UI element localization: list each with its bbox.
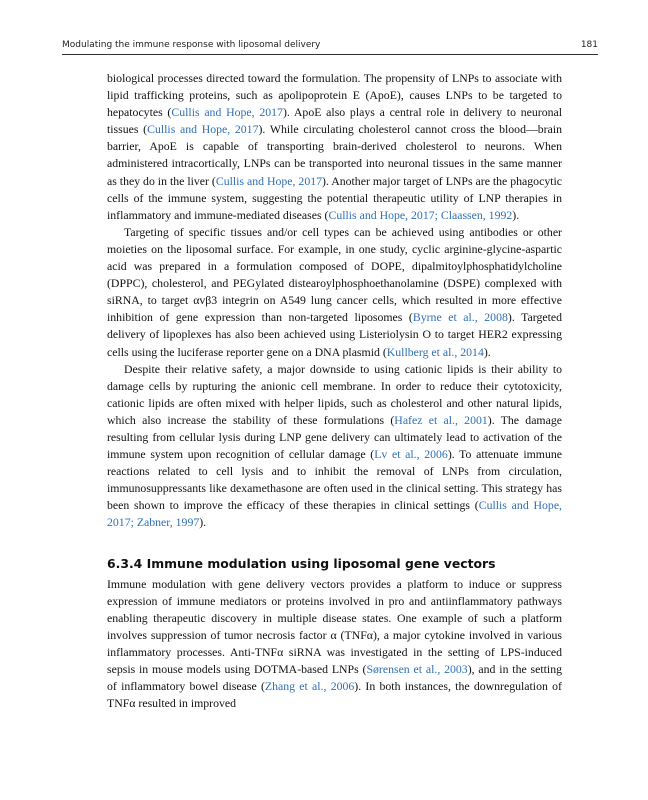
section-paragraph-container — [107, 576, 562, 713]
citation-link[interactable]: Sørensen et al., 2003 — [366, 662, 468, 676]
paragraph-text: ). To attenuate immune reactions related to cell lysis and to inhibit the removal of LNPs from circulation, immunosuppressants like dexamethasone are often used in the clinical setting. This strategy has been shown to improve the efficacy of these therapies in clinical settings ( — [107, 447, 562, 513]
paragraph — [107, 361, 562, 532]
citation-link[interactable]: Cullis and Hope, 2017; Claassen, 1992 — [328, 207, 513, 222]
paragraph-text: Immune modulation with gene delivery vectors provides a platform to induce or suppress expression of immune mediators or proteins involved in pro and antiinflammatory pathways enabling therapeutic discovery in multiple disease states. One example of such a platform involves suppression of tumor necrosis factor α (TNFα), a major cytokine involved in various inflammatory processes. Anti-TNFα siRNA was investigated in the setting of LPS-induced sepsis in mouse models using DOTMA-based LNPs ( — [107, 576, 562, 676]
paragraph-text: ). Another major target of LNPs are the phagocytic cells of the immune system, suggesting the potential therapeutic utility of LNP therapies in inflammatory and immune-mediated diseases ( — [107, 173, 563, 222]
paragraph-text: ). — [483, 344, 491, 359]
citation-link[interactable]: Kullberg et al., 2014 — [386, 344, 484, 359]
paragraph — [107, 70, 562, 224]
section-heading: 6.3.4 Immune modulation using liposomal gene vectors — [107, 555, 496, 571]
paragraph-text: ). ApoE also plays a central role in delivery to neuronal tissues ( — [107, 105, 563, 137]
header-rule — [62, 54, 598, 55]
page-number: 181 — [580, 40, 598, 50]
paragraph-text: ). The damage resulting from cellular lysis during LNP gene delivery can ultimately lead to activation of the immune system upon recognition of cellular damage ( — [107, 412, 562, 462]
paragraph — [107, 224, 562, 361]
citation-link[interactable]: Hafez et al., 2001 — [394, 412, 488, 427]
paragraph-text: ). — [199, 515, 207, 530]
paragraph — [107, 576, 562, 713]
citation-link[interactable]: Cullis and Hope, 2017 — [171, 105, 283, 120]
paragraph-text: ). Targeted delivery of lipoplexes has also been achieved using Listeriolysin O to target HER2 expressing cells using the luciferase reporter gene on a DNA plasmid ( — [107, 310, 562, 359]
paragraph-text: ). — [512, 207, 520, 222]
citation-link[interactable]: Byrne et al., 2008 — [412, 310, 508, 325]
citation-link[interactable]: Cullis and Hope, 2017; Zabner, 1997 — [107, 498, 563, 530]
paragraph-text: Despite their relative safety, a major downside to using cationic lipids is their ability to damage cells by rupturing the anionic cell membrane. In order to reduce their cytotoxicity, cationic lipids are often mixed with helper lipids, such as cholesterol and other natural lipids, which also increase the stability of these formulations ( — [107, 361, 562, 427]
body-text — [107, 70, 562, 712]
citation-link[interactable]: Cullis and Hope, 2017 — [147, 122, 259, 137]
citation-link[interactable]: Lv et al., 2006 — [374, 447, 448, 462]
citation-link[interactable]: Cullis and Hope, 2017 — [215, 173, 323, 188]
citation-link[interactable]: Zhang et al., 2006 — [264, 679, 355, 694]
paragraph-text: ), and in the setting of inflammatory bowel disease ( — [107, 662, 562, 694]
paragraph-group — [107, 70, 562, 532]
running-header — [62, 40, 598, 50]
paragraph-text: Targeting of specific tissues and/or cell types can be achieved using antibodies or other moieties on the liposomal surface. For example, in one study, cyclic arginine-glycine-aspartic acid was prepared in a formulation composed of DOPE, dipalmitoylphosphatidylcholine (DPPC), cholesterol, and PEGylated distearoylphosphoethanolamine (DSPE) complexed with siRNA, to target αvβ3 integrin on A549 lung cancer cells, which resulted in more effective inhibition of gene expression than non-targeted liposomes ( — [107, 224, 562, 325]
paragraph-text: ). While circulating cholesterol cannot cross the blood—brain barrier, ApoE is capable of transporting brain-derived cholesterol to neurons. When administered intracortically, LNPs can be transported into neuronal tissues in the same manner as they do in the liver ( — [107, 122, 563, 188]
paragraph-text: ). In both instances, the downregulation of TNFα resulted in improved — [107, 679, 562, 711]
running-title: Modulating the immune response with liposomal delivery — [62, 40, 321, 50]
paragraph-text: biological processes directed toward the formulation. The propensity of LNPs to associate with lipid trafficking proteins, such as apolipoprotein E (ApoE), causes LNPs to be targeted to hepatocytes ( — [107, 71, 562, 120]
